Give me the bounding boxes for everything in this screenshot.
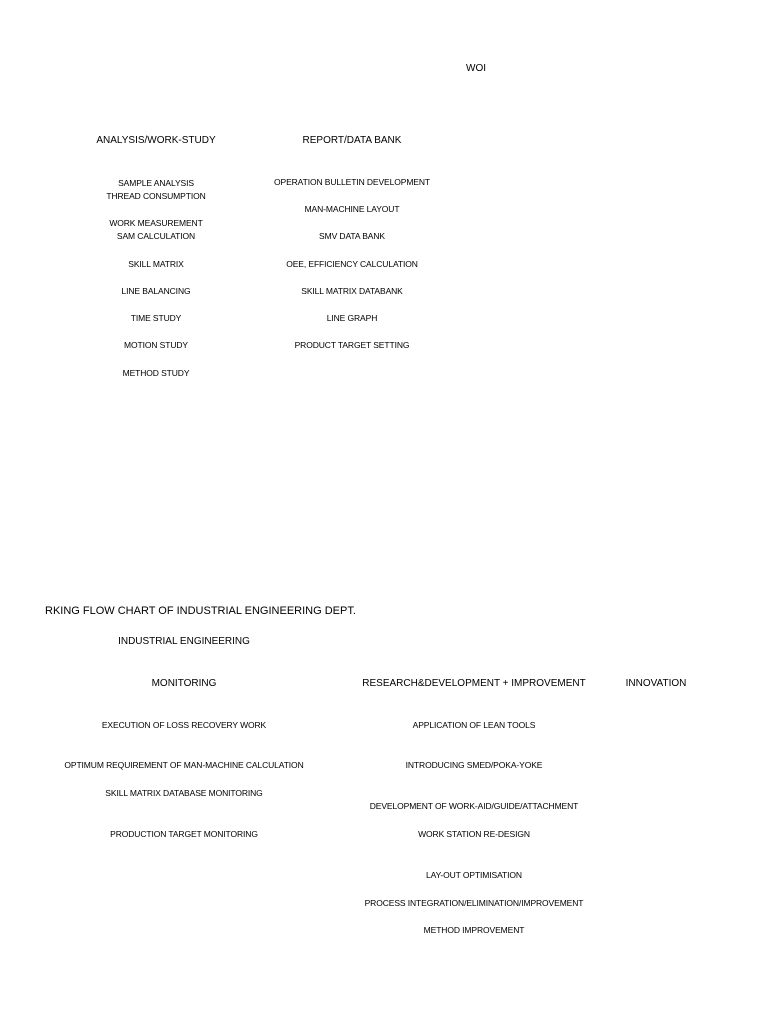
analysis-item: MOTION STUDY	[124, 340, 188, 350]
analysis-item: METHOD STUDY	[122, 368, 190, 378]
research-item: METHOD IMPROVEMENT	[423, 925, 525, 935]
monitoring-heading: MONITORING	[151, 678, 217, 689]
analysis-item: SKILL MATRIX	[128, 259, 184, 269]
monitoring-item: PRODUCTION TARGET MONITORING	[110, 829, 258, 839]
monitoring-item: SKILL MATRIX DATABASE MONITORING	[105, 788, 263, 798]
analysis-item: TIME STUDY	[130, 313, 182, 323]
innovation-heading: INNOVATION	[625, 678, 687, 689]
research-item: APPLICATION OF LEAN TOOLS	[412, 720, 536, 730]
page2-title-fragment: RKING FLOW CHART OF INDUSTRIAL ENGINEERING DEPT.	[45, 605, 356, 617]
research-item: LAY-OUT OPTIMISATION	[426, 870, 522, 880]
report-item: LINE GRAPH	[326, 313, 378, 323]
report-item: PRODUCT TARGET SETTING	[294, 340, 410, 350]
research-item: INTRODUCING SMED/POKA-YOKE	[405, 760, 543, 770]
research-development-heading: RESEARCH&DEVELOPMENT + IMPROVEMENT	[362, 678, 586, 689]
report-item: SMV DATA BANK	[319, 231, 385, 241]
research-item: DEVELOPMENT OF WORK-AID/GUIDE/ATTACHMENT	[369, 801, 579, 811]
industrial-engineering-root: INDUSTRIAL ENGINEERING	[118, 636, 250, 647]
page1-title-fragment: WOI	[466, 63, 486, 74]
report-item: SKILL MATRIX DATABANK	[301, 286, 403, 296]
report-data-bank-heading: REPORT/DATA BANK	[302, 135, 402, 146]
report-item: OPERATION BULLETIN DEVELOPMENT	[273, 177, 431, 187]
analysis-item: LINE BALANCING	[121, 286, 191, 296]
analysis-work-study-heading: ANALYSIS/WORK-STUDY	[96, 135, 216, 146]
analysis-item: SAMPLE ANALYSIS THREAD CONSUMPTION	[106, 178, 206, 201]
research-item: WORK STATION RE-DESIGN	[418, 829, 530, 839]
monitoring-item: OPTIMUM REQUIREMENT OF MAN-MACHINE CALCULATION	[64, 760, 304, 770]
research-item: PROCESS INTEGRATION/ELIMINATION/IMPROVEMENT	[364, 898, 584, 908]
monitoring-item: EXECUTION OF LOSS RECOVERY WORK	[101, 720, 267, 730]
analysis-item: WORK MEASUREMENT SAM CALCULATION	[109, 218, 203, 241]
report-item: OEE, EFFICIENCY CALCULATION	[286, 259, 418, 269]
report-item: MAN-MACHINE LAYOUT	[304, 204, 400, 214]
